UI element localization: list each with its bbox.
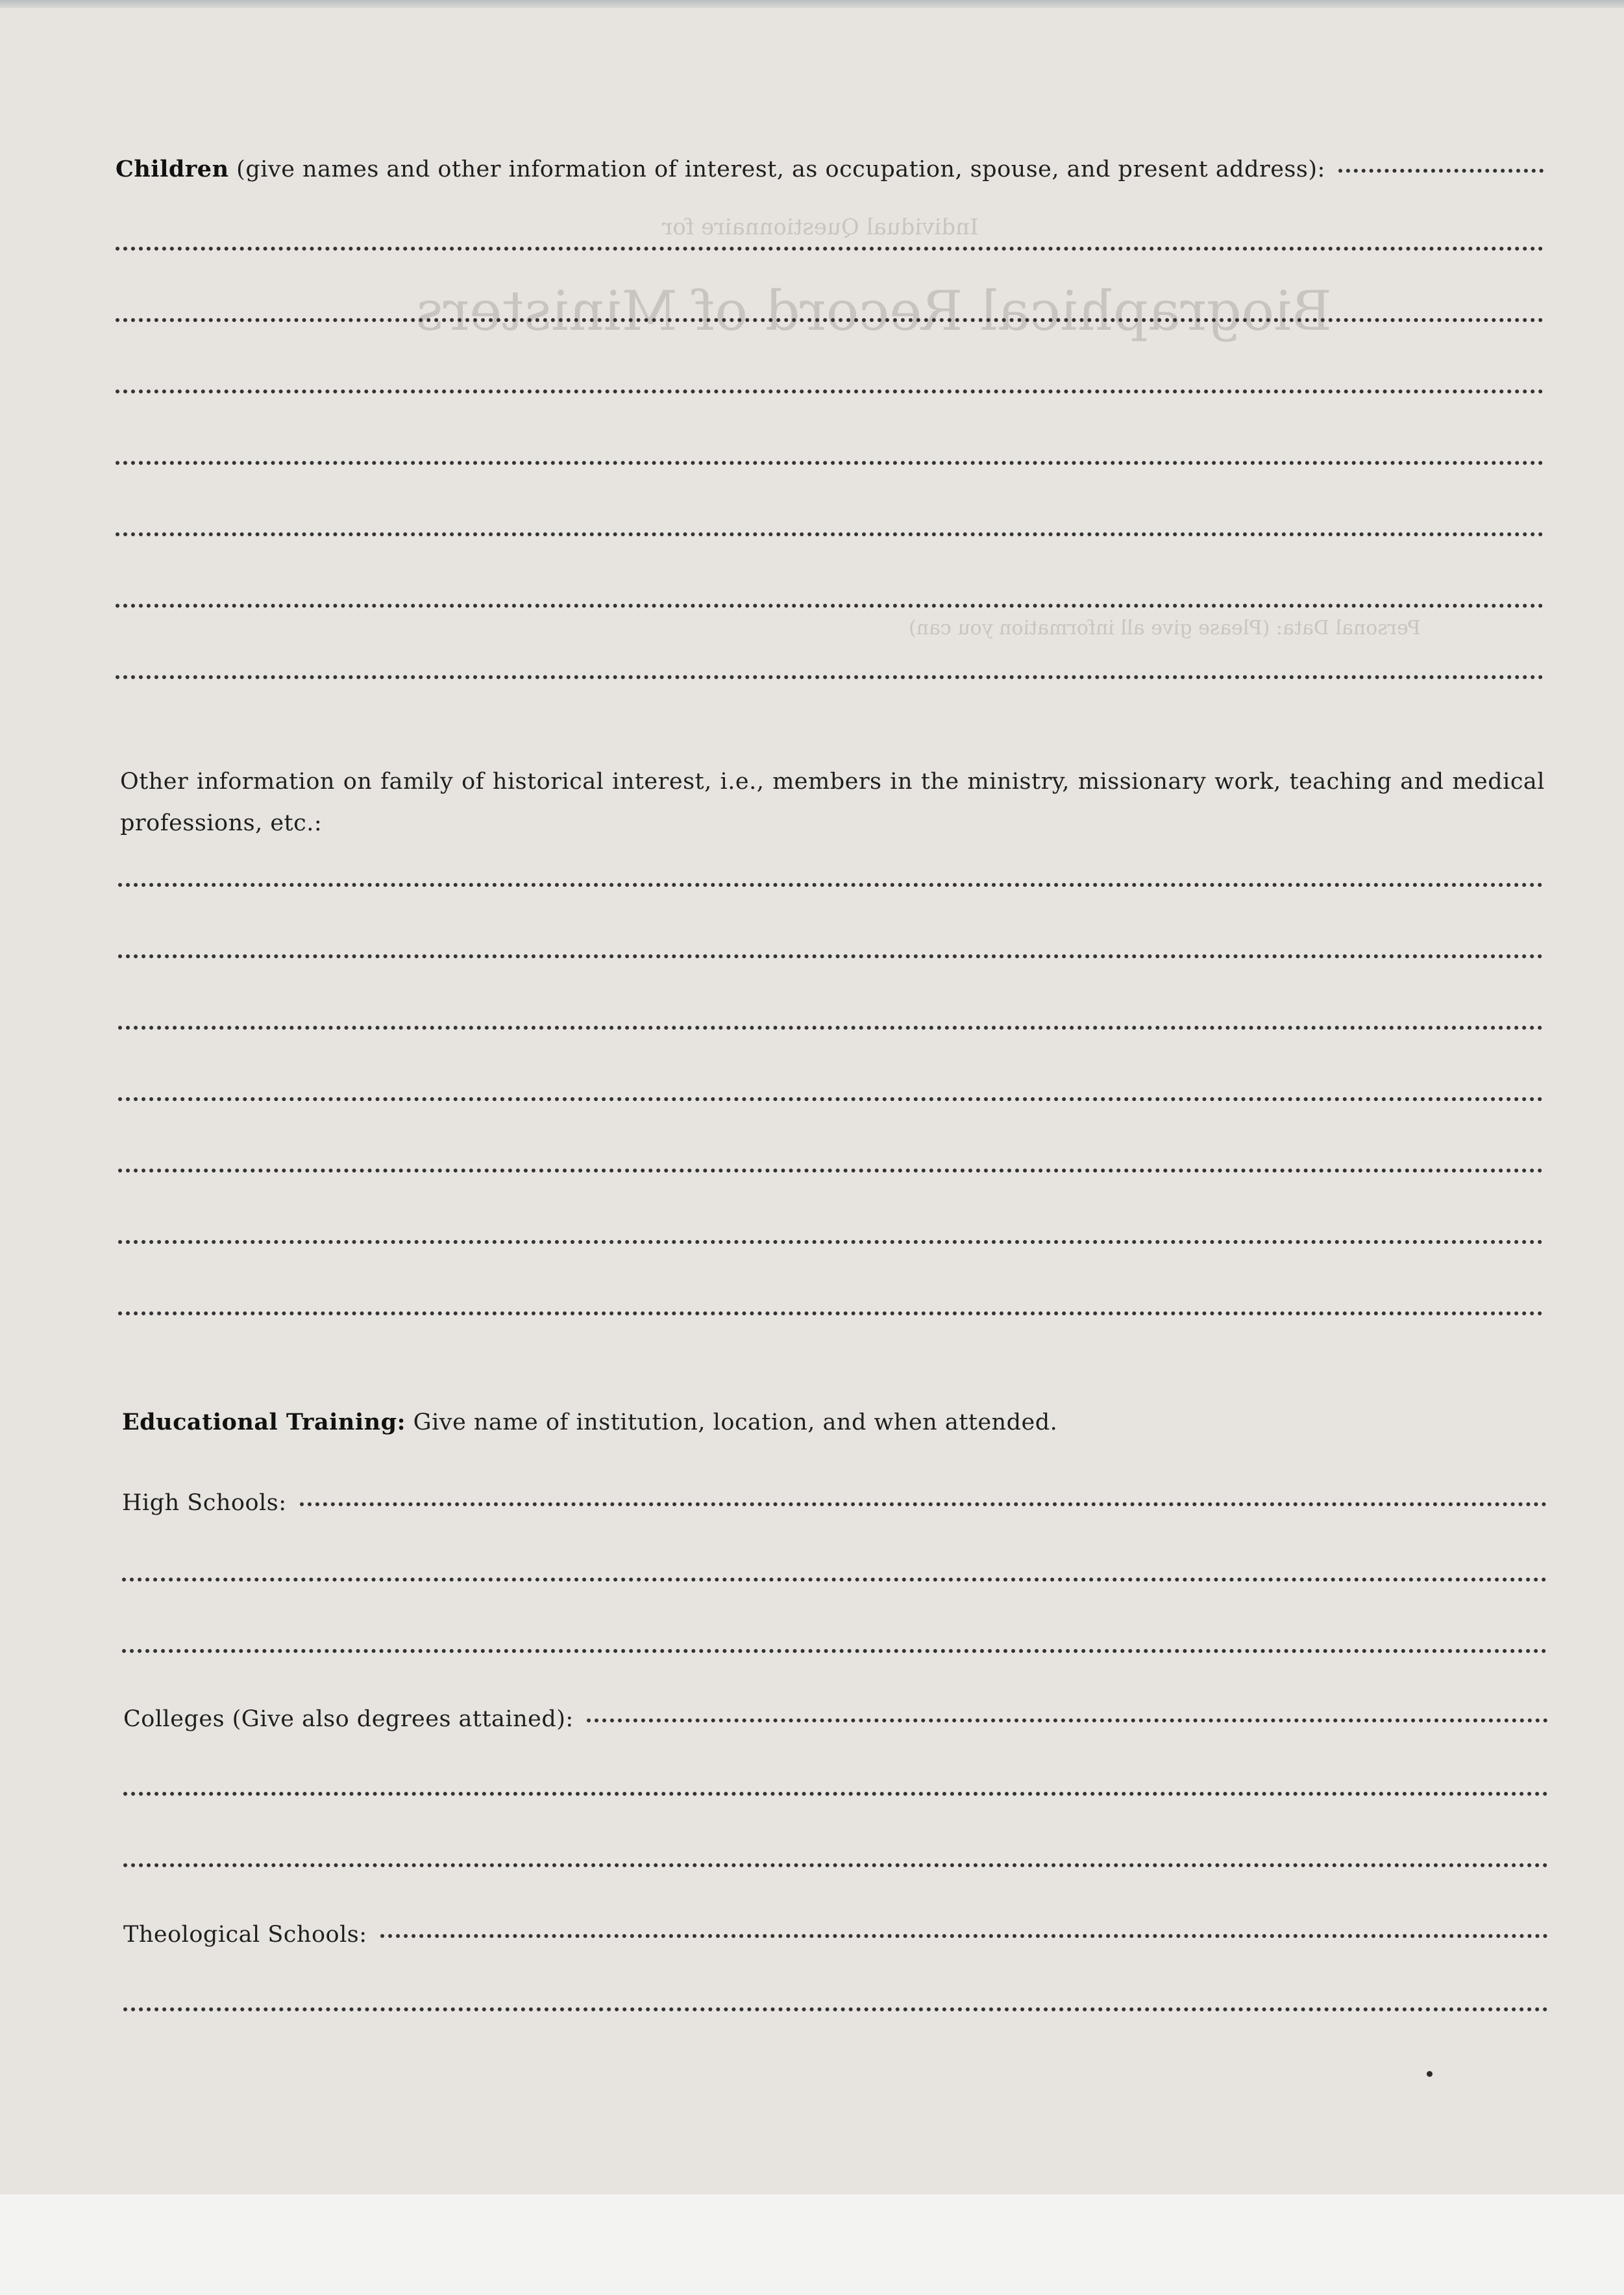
education-heading-text: Give name of institution, location, and when attended.: [413, 1409, 1058, 1435]
children-label: Children (give names and other information of interest, as occupation, spouse, and present address):: [116, 156, 1325, 182]
other-info-label: Other information on family of historical interest, i.e., members in the ministry, missionary work, teaching and medical professions, etc.:: [120, 769, 1545, 836]
children-answer-line[interactable]: [116, 461, 1544, 465]
theological-schools-field: [123, 1922, 1548, 1948]
high-schools-label: High Schools:: [122, 1490, 287, 1516]
bleed-through-subtitle: Individual Questionnaire for: [662, 214, 979, 240]
children-field: [116, 156, 1544, 182]
children-answer-line[interactable]: [116, 675, 1544, 679]
children-answer-line[interactable]: [116, 604, 1544, 608]
education-heading: [122, 1409, 1057, 1435]
high-schools-answer-line[interactable]: [122, 1578, 1547, 1582]
scanner-background: [0, 2194, 1624, 2295]
other-info-answer-line[interactable]: [118, 954, 1543, 958]
children-answer-line[interactable]: [116, 318, 1544, 322]
children-answer-line[interactable]: [116, 532, 1544, 536]
colleges-answer-line[interactable]: [123, 1863, 1548, 1867]
other-info-answer-line[interactable]: [118, 883, 1543, 887]
children-answer-line[interactable]: [1338, 169, 1544, 173]
bleed-through-personal-data: Personal Data: (Please give all information you can): [909, 617, 1421, 639]
theological-schools-label: Theological Schools:: [123, 1922, 367, 1948]
other-info-answer-line[interactable]: [118, 1169, 1543, 1172]
high-schools-answer-line[interactable]: [122, 1649, 1547, 1653]
colleges-answer-line[interactable]: [123, 1792, 1548, 1796]
theological-schools-answer-line[interactable]: [380, 1934, 1548, 1938]
other-info-answer-line[interactable]: [118, 1097, 1543, 1101]
colleges-answer-line[interactable]: [587, 1718, 1548, 1722]
bleed-through-title: Biographical Record of Ministers: [415, 279, 1332, 343]
children-answer-line[interactable]: [116, 247, 1544, 251]
other-info-answer-line[interactable]: [118, 1311, 1543, 1315]
colleges-field: [123, 1706, 1548, 1732]
theological-schools-answer-line[interactable]: [123, 2007, 1548, 2011]
high-schools-answer-line[interactable]: [300, 1502, 1547, 1506]
colleges-label: Colleges (Give also degrees attained):: [123, 1706, 574, 1732]
children-answer-line[interactable]: [116, 390, 1544, 393]
education-heading-bold: Educational Training:: [122, 1409, 406, 1435]
ink-speck: [1427, 2071, 1433, 2077]
other-info-answer-line[interactable]: [118, 1026, 1543, 1030]
high-schools-field: [122, 1490, 1547, 1516]
other-info-answer-line[interactable]: [118, 1240, 1543, 1244]
